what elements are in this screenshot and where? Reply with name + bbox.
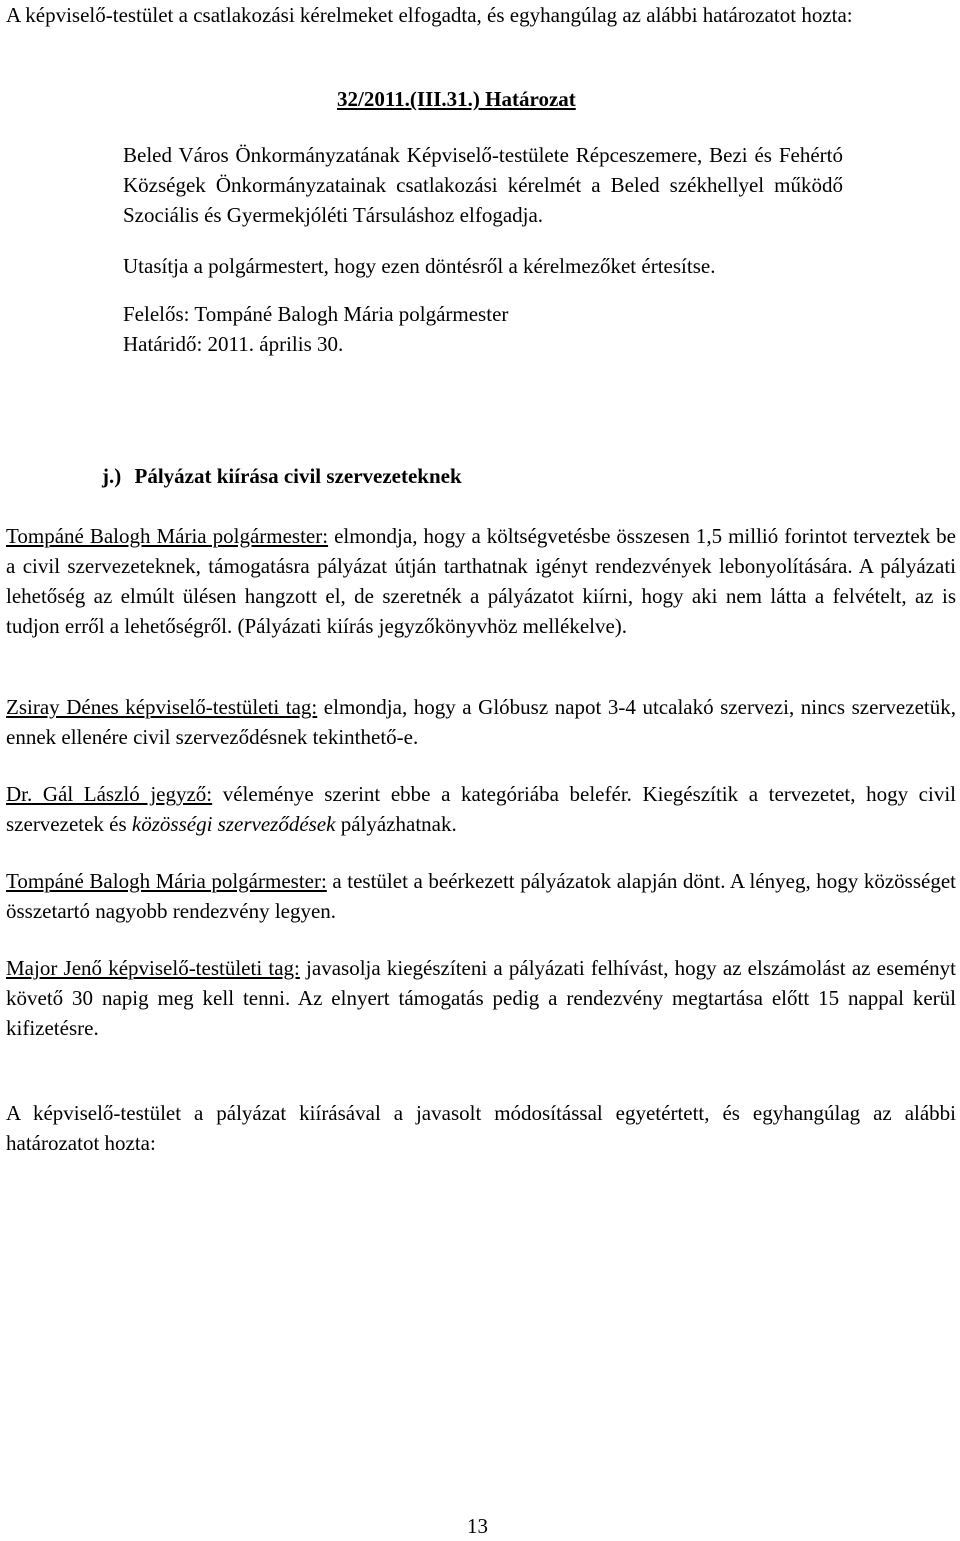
paragraph-emphasis: közösségi szerveződések	[131, 812, 336, 836]
speaker-label: Major Jenő képviselő-testületi tag:	[6, 956, 300, 980]
paragraph-1	[6, 521, 956, 641]
resolution-block	[123, 140, 843, 359]
resolution-deadline: Határidő: 2011. április 30.	[123, 332, 344, 356]
paragraph-3	[6, 779, 956, 839]
paragraph-2	[6, 692, 956, 752]
paragraph-text-end: pályázhatnak.	[335, 812, 457, 836]
intro-paragraph: A képviselő-testület a csatlakozási kérelmeket elfogadta, és egyhangúlag az alábbi határozatot hozta:	[6, 3, 853, 27]
speaker-label: Zsiray Dénes képviselő-testületi tag:	[6, 695, 318, 719]
paragraph-text: a testület a beérkezett pályázatok alapján dönt. A lényeg, hogy közösséget összetartó nagyobb rendezvény legyen.	[6, 869, 956, 923]
paragraph-5	[6, 953, 956, 1043]
paragraph-text: javasolja kiegészíteni a pályázati felhívást, hogy az elszámolást az eseményt követő 30 napig meg kell tenni. Az elnyert támogatás pedig a rendezvény megtartása előtt 15 nappal kerül kifizetésre.	[6, 956, 956, 1040]
paragraph-4	[6, 866, 956, 926]
resolution-responsible: Felelős: Tompáné Balogh Mária polgármester	[123, 302, 509, 326]
section-heading	[102, 461, 462, 491]
speaker-label: Tompáné Balogh Mária polgármester:	[6, 869, 327, 893]
paragraph-text: véleménye szerint ebbe a kategóriába belefér. Kiegészítik a tervezetet, hogy civil szervezetek és	[6, 782, 956, 836]
resolution-body: Beled Város Önkormányzatának Képviselő-testülete Répceszemere, Bezi és Fehértó Községek Önkormányzatainak csatlakozási kérelmét a Beled székhellyel működő Szociális és Gyermekjóléti Társuláshoz elfogadja.	[123, 143, 843, 227]
page-number: 13	[467, 1514, 488, 1538]
paragraph-text: elmondja, hogy a Glóbusz napot 3-4 utcalakó szervezi, nincs szervezetük, ennek ellenére civil szerveződésnek tekinthető-e.	[6, 695, 956, 749]
section-marker: j.)	[102, 464, 122, 488]
speaker-label: Dr. Gál László jegyző:	[6, 782, 213, 806]
section-title: Pályázat kiírása civil szervezeteknek	[134, 464, 462, 488]
closing-paragraph: A képviselő-testület a pályázat kiírásával a javasolt módosítással egyetértett, és egyhangúlag az alábbi határozatot hozta:	[6, 1101, 956, 1155]
resolution-instruction: Utasítja a polgármestert, hogy ezen döntésről a kérelmezőket értesítse.	[123, 254, 716, 278]
paragraph-text: elmondja, hogy a költségvetésbe összesen 1,5 millió forintot terveztek be a civil szervezeteknek, támogatásra pályázat útján tarthatnak igényt rendezvények lebonyolítására. A pályázati lehetőség az elmúlt ülésen hangzott el, de szeretnék a pályázatot kiírni, hogy aki nem látta a felvételt, az is tudjon erről a lehetőségről. (Pályázati kiírás jegyzőkönyvhöz mellékelve).	[6, 524, 956, 638]
resolution-title: 32/2011.(III.31.) Határozat	[337, 87, 576, 111]
speaker-label: Tompáné Balogh Mária polgármester:	[6, 524, 329, 548]
